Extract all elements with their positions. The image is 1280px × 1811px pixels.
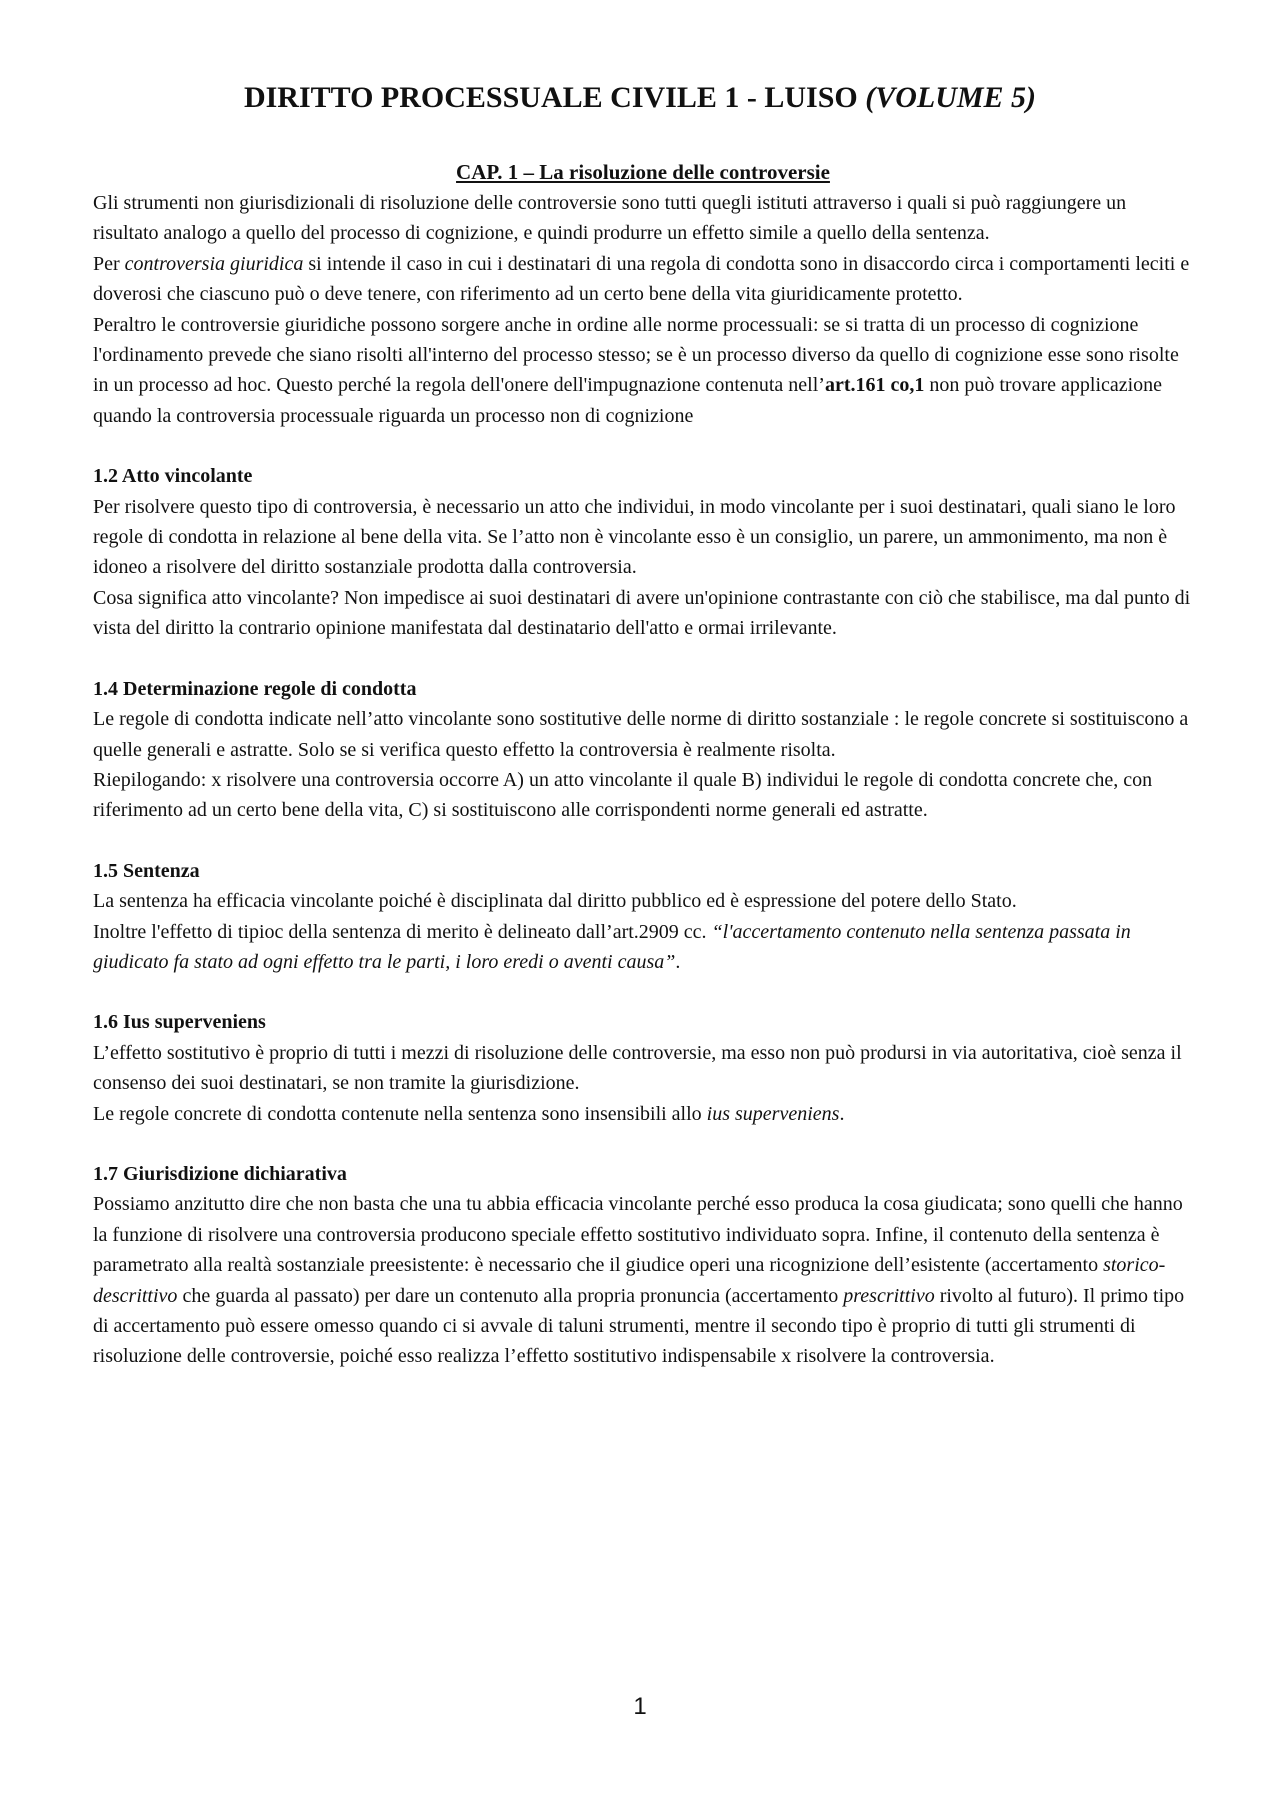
italic-term: prescrittivo (843, 1284, 935, 1307)
italic-term: storico-descrittivo (93, 1254, 1166, 1307)
section-1-6-paragraph-1: L’effetto sostitutivo è proprio di tutti i mezzi di risoluzione delle controversie, ma esso non può prodursi in via autoritativa, cioè senza il consenso dei suoi destinatari, se non tramite la giurisdizione. (93, 1041, 1182, 1095)
section-1-6-paragraph-2 (93, 1099, 1193, 1129)
text-run: Per (93, 252, 125, 275)
italic-term: ius superveniens (706, 1102, 840, 1125)
text-run: che guarda al passato) per dare un contenuto alla propria pronuncia (accertamento (177, 1284, 844, 1307)
chapter-paragraph-1: Gli strumenti non giurisdizionali di risoluzione delle controversie sono tutti quegli istituti attraverso i quali si può raggiungere un risultato analogo a quello del processo di cognizione, e quindi produrre un effetto simile a quello della sentenza. (93, 192, 1127, 245)
chapter-heading: CAP. 1 – La risoluzione delle controversie (456, 160, 830, 184)
text-run: Peraltro le controversie giuridiche possono sorgere anche in ordine alle norme processuali: se si tratta di un processo di cognizione l'ordinamento prevede che siano risolti all'interno del processo stesso; se è un processo diverso da quello di cognizione esse sono risolte in un processo ad hoc. Questo perché la regola dell'onere dell'impugnazione contenuta nell’ (93, 313, 1179, 397)
section-1-5-paragraph-2 (93, 917, 1193, 978)
text-run: non può trovare applicazione quando la controversia processuale riguarda un processo non di cognizione (93, 374, 1163, 427)
chapter-paragraph-3 (93, 310, 1193, 432)
section-heading-1-2: 1.2 Atto vincolante (93, 465, 253, 488)
bold-article-ref: art.161 co,1 (824, 374, 925, 397)
document-title (0, 78, 1280, 118)
text-run: . (675, 950, 681, 973)
chapter-paragraph-2 (93, 249, 1193, 310)
section-1-2-paragraph-2: Cosa significa atto vincolante? Non impedisce ai suoi destinatari di avere un'opinione contrastante con ciò che stabilisce, ma dal punto di vista del diritto la contrario opinione manifestata dal destinatario dell'atto e ormai irrilevante. (93, 586, 1191, 640)
section-heading-1-7: 1.7 Giurisdizione dichiarativa (93, 1162, 347, 1185)
section-heading-1-4: 1.4 Determinazione regole di condotta (93, 677, 417, 700)
section-heading-1-5: 1.5 Sentenza (93, 859, 200, 882)
text-run: si intende il caso in cui i destinatari di una regola di condotta sono in disaccordo circa i comportamenti leciti e doverosi che ciascuno può o deve tenere, con riferimento ad un certo bene della vita giuridicamente protetto. (93, 252, 1190, 306)
text-run: rivolto al futuro). Il primo tipo di accertamento può essere omesso quando ci si avvale di taluni strumenti, mentre il secondo tipo è proprio di tutti gli strumenti di risoluzione delle controversie, poiché esso realizza l’effetto sostitutivo indispensabile x risolvere la controversia. (93, 1284, 1185, 1368)
document-content (93, 156, 1193, 1372)
text-run: . (839, 1102, 845, 1125)
text-run: Possiamo anzitutto dire che non basta che una tu abbia efficacia vincolante perché esso produca la cosa giudicata; sono quelli che hanno la funzione di risolvere una controversia producono speciale effetto sostitutivo individuato sopra. Infine, il contenuto della sentenza è parametrato alla realtà sostanziale preesistente: è necessario che il giudice operi una ricognizione dell’esistente (accertamento (93, 1193, 1183, 1277)
section-1-5-paragraph-1: La sentenza ha efficacia vincolante poiché è disciplinata dal diritto pubblico ed è espressione del potere dello Stato. (93, 890, 1017, 913)
text-run: Le regole concrete di condotta contenute nella sentenza sono insensibili allo (93, 1102, 707, 1125)
section-1-4-paragraph-2: Riepilogando: x risolvere una controversia occorre A) un atto vincolante il quale B) individui le regole di condotta concrete che, con riferimento ad un certo bene della vita, C) si sostituiscono alle corrispondenti norme generali ed astratte. (93, 768, 1153, 822)
section-1-4-paragraph-1: Le regole di condotta indicate nell’atto vincolante sono sostitutive delle norme di diritto sostanziale : le regole concrete si sostituiscono a quelle generali e astratte. Solo se si verifica questo effetto la controversia è realmente risolta. (93, 708, 1189, 761)
italic-quote: “l'accertamento contenuto nella sentenza passata in giudicato fa stato ad ogni effetto tra le parti, i loro eredi o aventi causa” (93, 920, 1131, 973)
document-title-volume: (VOLUME 5) (865, 81, 1037, 114)
section-1-7-paragraph-1 (93, 1189, 1193, 1371)
text-run: Inoltre l'effetto di tipioc della sentenza di merito è delineato dall’art.2909 cc. (93, 920, 712, 943)
section-1-2-paragraph-1: Per risolvere questo tipo di controversia, è necessario un atto che individui, in modo vincolante per i suoi destinatari, quali siano le loro regole di condotta in relazione al bene della vita. Se l’atto non è vincolante esso è un consiglio, un parere, un ammonimento, ma non è idoneo a risolvere del diritto sostanziale prodotta dalla controversia. (93, 495, 1176, 579)
page-number: 1 (633, 1693, 647, 1720)
section-heading-1-6: 1.6 Ius superveniens (93, 1011, 266, 1034)
document-title-main: DIRITTO PROCESSUALE CIVILE 1 - LUISO (243, 81, 866, 114)
italic-term: controversia giuridica (124, 252, 304, 275)
